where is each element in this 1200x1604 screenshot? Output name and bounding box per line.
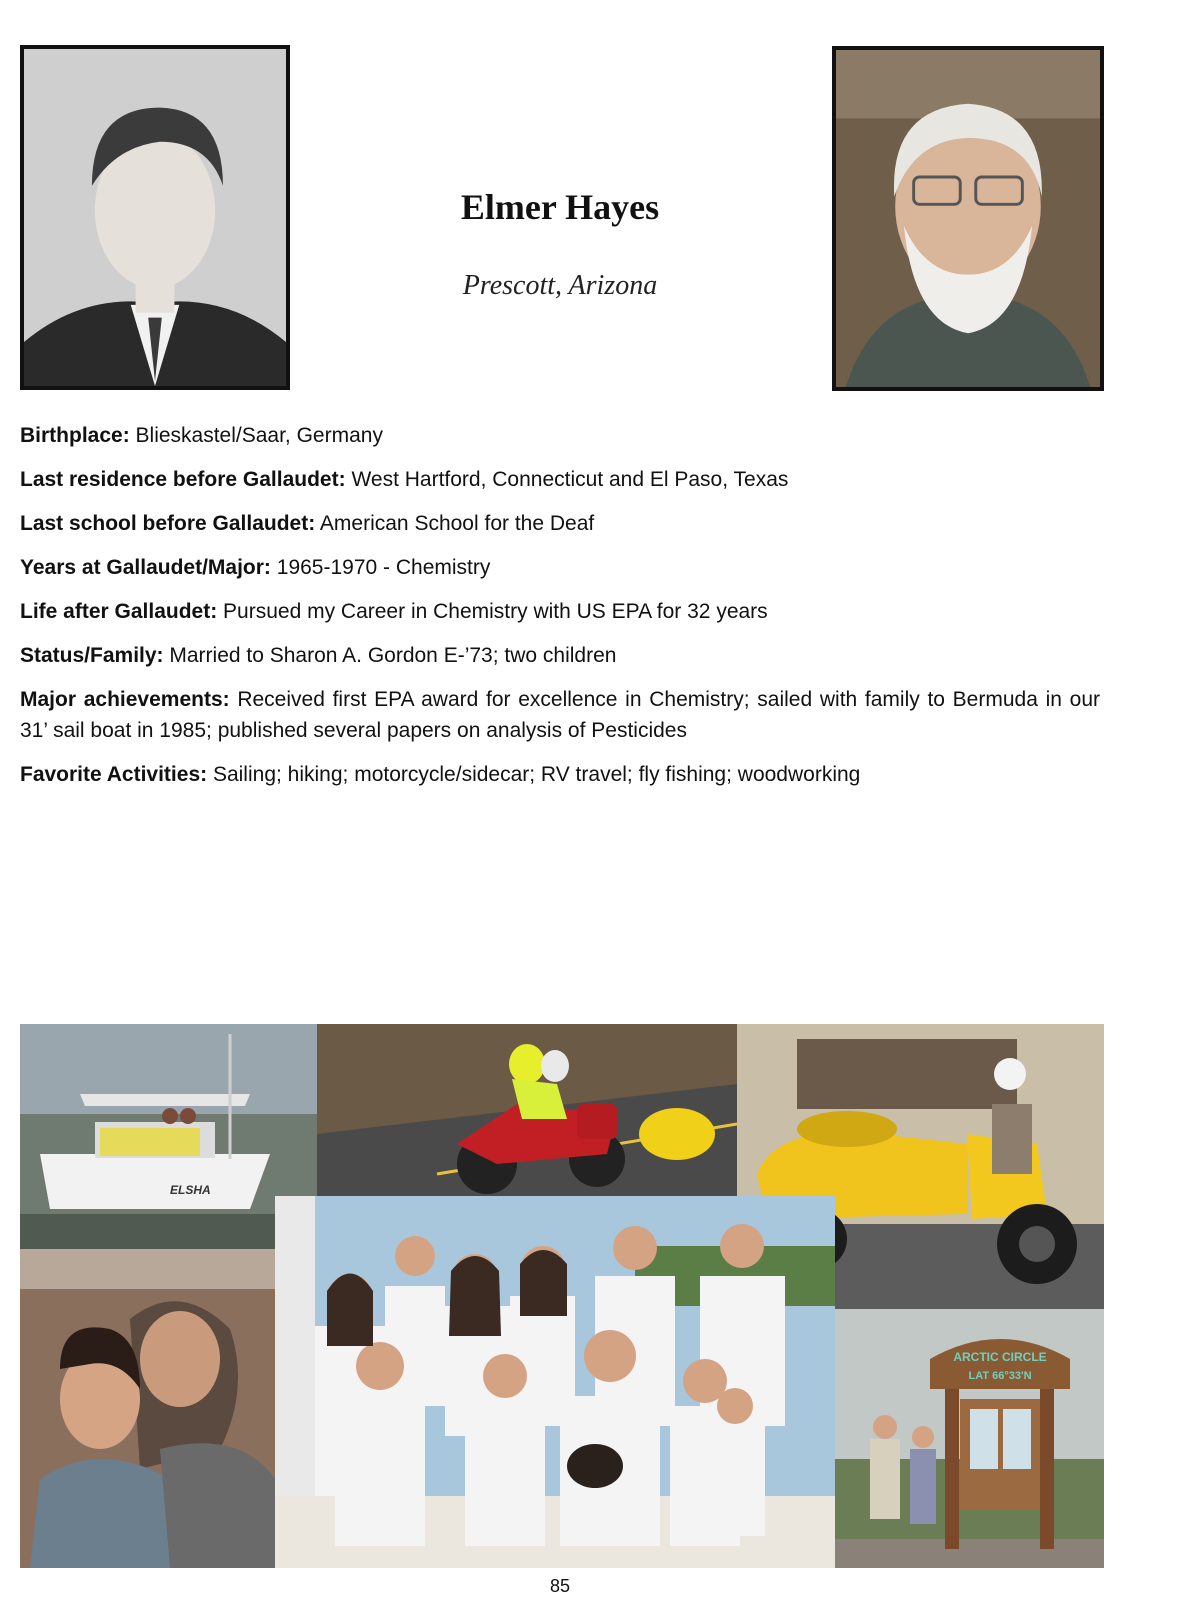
fact-label: Last residence before Gallaudet:: [20, 468, 346, 491]
current-portrait: [832, 46, 1104, 391]
yearbook-portrait: [20, 45, 290, 390]
family-group-photo: [275, 1196, 835, 1568]
fact-value: Received first EPA award for excellence in Chemistry; sailed with family to Bermuda in our 31’ sail boat in 1985; published several papers on analysis of Pesticides: [20, 688, 1100, 742]
fact-years-major: [20, 552, 1100, 583]
sign-text-line2: LAT 66°33'N: [968, 1370, 1032, 1382]
fact-label: Favorite Activities:: [20, 763, 208, 786]
fact-status-family: [20, 640, 1100, 671]
fact-value: American School for the Deaf: [315, 512, 595, 535]
fact-label: Status/Family:: [20, 644, 164, 667]
fact-value: Married to Sharon A. Gordon E-’73; two children: [163, 644, 617, 667]
fact-value: West Hartford, Connecticut and El Paso, Texas: [345, 468, 789, 491]
fact-achievements: [20, 684, 1100, 746]
fact-last-residence: [20, 464, 1100, 495]
fact-life-after: [20, 596, 1100, 627]
fact-label: Major achievements:: [20, 688, 230, 711]
boat-name-label: ELSHA: [170, 1183, 211, 1197]
fact-value: 1965-1970 - Chemistry: [270, 556, 491, 579]
arctic-circle-photo: [835, 1309, 1104, 1568]
fact-value: Blieskastel/Saar, Germany: [129, 424, 383, 447]
fact-label: Life after Gallaudet:: [20, 600, 218, 623]
person-location: Prescott, Arizona: [462, 270, 658, 301]
sailboat-photo: [20, 1024, 317, 1249]
profile-facts: [20, 420, 1100, 803]
photo-collage: [20, 1024, 1104, 1568]
couple-vintage-photo: [20, 1249, 275, 1568]
fact-activities: [20, 759, 1100, 790]
fact-last-school: [20, 508, 1100, 539]
person-name: Elmer Hayes: [460, 187, 660, 227]
sign-text-line1: ARCTIC CIRCLE: [953, 1350, 1047, 1364]
fact-label: Birthplace:: [20, 424, 130, 447]
fact-label: Years at Gallaudet/Major:: [20, 556, 271, 579]
fact-value: Pursued my Career in Chemistry with US EPA for 32 years: [217, 600, 768, 623]
fact-value: Sailing; hiking; motorcycle/sidecar; RV travel; fly fishing; woodworking: [207, 763, 861, 786]
page-number: 85: [549, 1576, 571, 1596]
fact-label: Last school before Gallaudet:: [20, 512, 316, 535]
fact-birthplace: [20, 420, 1100, 451]
motorcycle-riding-photo: [317, 1024, 737, 1196]
